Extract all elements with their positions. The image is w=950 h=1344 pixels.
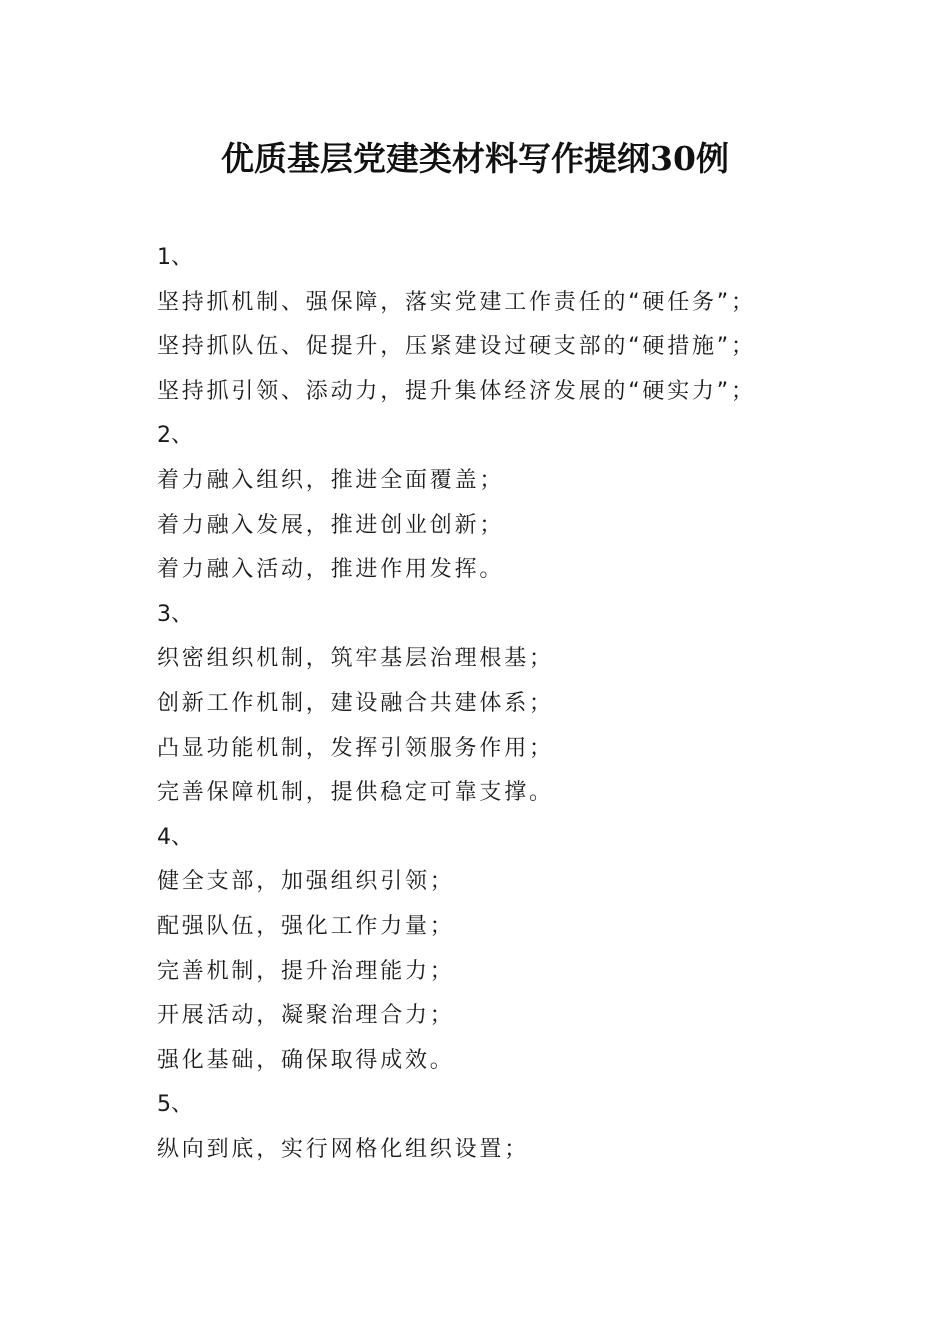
paragraph-line: 坚持抓引领、添动力，提升集体经济发展的“硬实力”； [157, 378, 756, 404]
paragraph-line: 凸显功能机制，发挥引领服务作用； [157, 735, 554, 761]
paragraph-line: 着力融入发展，推进创业创新； [157, 512, 505, 538]
paragraph-line: 创新工作机制，建设融合共建体系； [157, 690, 554, 716]
paragraph-line: 开展活动，凝聚治理合力； [157, 1003, 455, 1029]
section-number: 3、 [157, 601, 193, 627]
paragraph-line: 织密组织机制，筑牢基层治理根基； [157, 646, 554, 672]
paragraph-line: 健全支部，加强组织引领； [157, 869, 455, 895]
paragraph-line: 配强队伍，强化工作力量； [157, 913, 455, 939]
paragraph-line: 坚持抓机制、强保障，落实党建工作责任的“硬任务”； [157, 289, 756, 315]
paragraph-line: 纵向到底，实行网格化组织设置； [157, 1136, 530, 1162]
paragraph-line: 着力融入活动，推进作用发挥。 [157, 557, 505, 583]
document-body [157, 236, 857, 1172]
section-number: 1、 [157, 245, 193, 270]
document-title: 优质基层党建类材料写作提纲30例 [221, 139, 729, 178]
section-number: 5、 [157, 1092, 193, 1118]
paragraph-line: 完善保障机制，提供稳定可靠支撑。 [157, 780, 554, 806]
paragraph-line: 完善机制，提升治理能力； [157, 958, 455, 984]
paragraph-line: 坚持抓队伍、促提升，压紧建设过硬支部的“硬措施”； [157, 334, 756, 360]
paragraph-line: 着力融入组织，推进全面覆盖； [157, 467, 505, 493]
section-number: 2、 [157, 423, 193, 449]
paragraph-line: 强化基础，确保取得成效。 [157, 1047, 455, 1073]
section-number: 4、 [157, 824, 193, 850]
